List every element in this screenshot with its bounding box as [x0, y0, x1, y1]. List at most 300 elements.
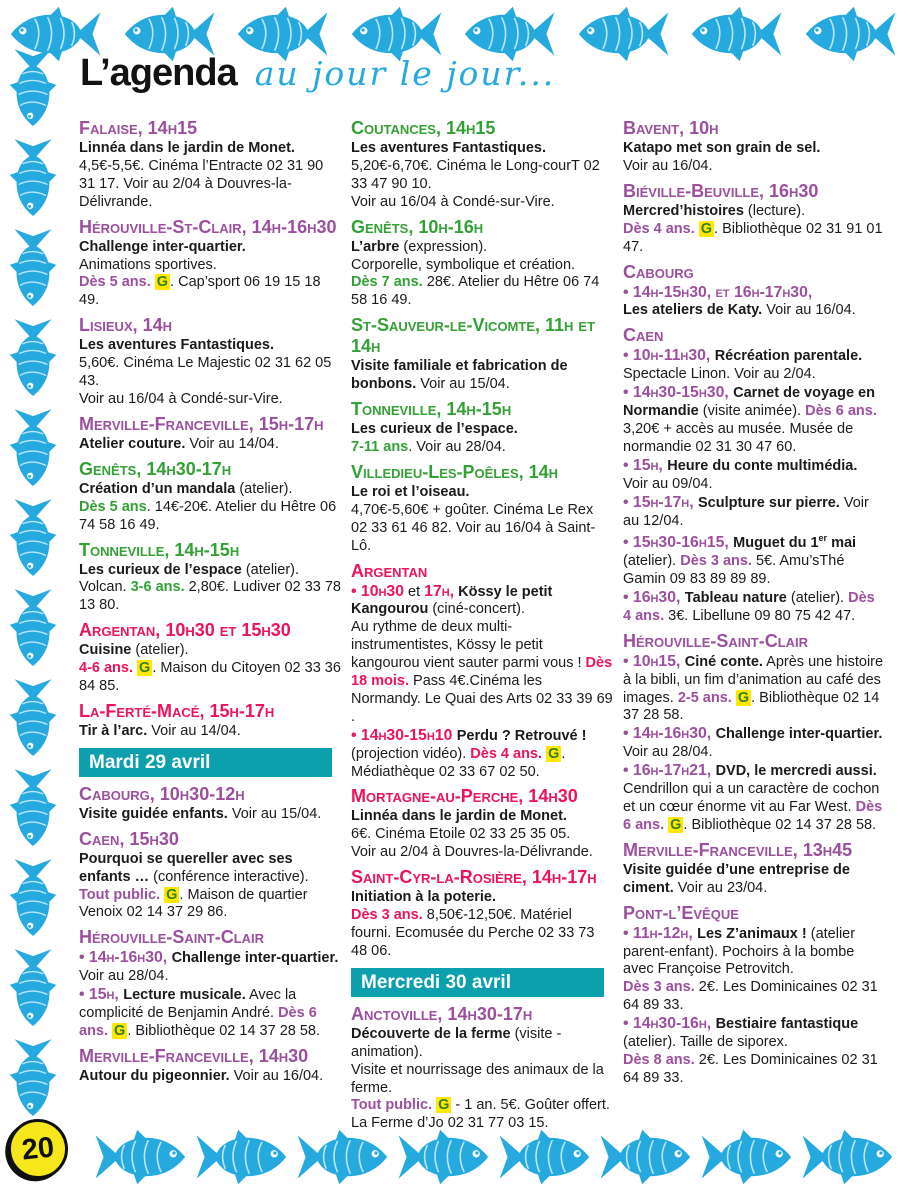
text-segment: (lecture).	[743, 202, 806, 219]
agenda-entry	[79, 701, 341, 741]
fish-icon	[698, 1129, 798, 1185]
agenda-entry	[623, 903, 885, 1088]
text-segment: - 1 an. 5€. Goûter offert. La Ferme d’Jo 02 31 77 03 15.	[351, 1097, 610, 1132]
entry-paragraph	[351, 239, 613, 257]
text-segment: Cendrillon qui a un caractère de cochon et un cœur énorme vit au Far West.	[623, 781, 880, 816]
text-segment: Tableau nature	[684, 589, 787, 606]
entry-paragraph	[623, 203, 885, 221]
agenda-entry	[623, 262, 885, 321]
fish-icon	[9, 1037, 57, 1121]
text-segment: Création d’un mandala	[79, 480, 236, 497]
text-segment: Dès 6 ans.	[623, 799, 883, 833]
entry-paragraph	[351, 1062, 613, 1098]
text-segment: • 10h-11h30,	[623, 347, 715, 365]
agenda-entry	[79, 620, 341, 696]
text-segment: Tir à l’arc.	[79, 722, 148, 739]
text-segment: 3€. Libellune 09 80 75 42 47.	[664, 607, 856, 624]
entry-heading: Merville-Franceville, 14h30	[79, 1045, 309, 1066]
text-segment: Cuisine	[79, 642, 132, 659]
gratuit-icon: G	[114, 1023, 126, 1039]
text-segment: . Bibliothèque 02 14 37 28 58.	[623, 689, 880, 724]
agenda-entry	[351, 118, 613, 212]
fish-icon	[92, 1129, 192, 1185]
text-segment: (atelier).	[131, 642, 189, 659]
text-segment: (ciné-concert).	[428, 601, 526, 618]
entry-heading: Cabourg	[623, 261, 694, 282]
entry-paragraph	[79, 140, 341, 158]
entry-heading: Argentan, 10h30 et 15h30	[79, 620, 291, 641]
text-segment: Voir au 14/04.	[147, 722, 241, 739]
entry-paragraph	[623, 1015, 885, 1052]
entry-heading: Lisieux, 14h	[79, 315, 173, 336]
agenda-entry	[623, 631, 885, 835]
agenda-entry	[623, 325, 885, 625]
text-segment: Dès 6 ans.	[805, 403, 877, 420]
entry-heading: Merville-Franceville, 13h45	[623, 839, 853, 860]
fish-icon	[799, 1129, 899, 1185]
entry-paragraph	[79, 257, 341, 275]
text-segment: 4-6 ans.	[79, 660, 138, 677]
text-segment: . Maison du Citoyen 02 33 36 84 85.	[79, 660, 341, 695]
page-number: 20	[20, 1130, 56, 1167]
entry-heading: Cabourg, 10h30-12h	[79, 783, 245, 804]
text-segment: Dès 5 ans.	[79, 274, 155, 291]
entry-paragraph	[79, 481, 341, 499]
text-segment: Voir au 16/04.	[762, 302, 856, 319]
text-segment: Les curieux de l’espace	[79, 561, 242, 578]
text-segment: • 14h30-16h,	[623, 1015, 716, 1033]
text-segment: (conférence interactive).	[149, 868, 309, 885]
text-segment: Tout public.	[351, 1097, 437, 1114]
entry-heading: Biéville-Beuville, 16h30	[623, 180, 819, 201]
entry-paragraph	[623, 862, 885, 898]
entry-heading: Coutances, 14h15	[351, 118, 496, 138]
entry-paragraph	[351, 194, 613, 212]
gratuit-icon: G	[166, 886, 178, 903]
text-segment: er	[818, 533, 828, 544]
text-segment: 4,5€-5,5€. Cinéma l’Entracte 02 31 90 31 17. Voir au 2/04 à Douvres-la-Délivrande.	[79, 157, 324, 210]
text-segment: • 14h30-15h10	[351, 726, 457, 744]
text-segment: (atelier parent-enfant). Pochoirs à la bombe avec Françoise Petrovitch.	[623, 925, 856, 978]
text-segment: (atelier).	[241, 561, 300, 578]
entry-paragraph	[79, 579, 341, 615]
text-segment: Dès 5 ans	[79, 498, 147, 515]
entry-heading: Caen, 15h30	[79, 828, 179, 849]
entry-paragraph	[623, 925, 885, 980]
text-segment: Perdu ? Retrouvé !	[456, 727, 587, 744]
entry-paragraph	[351, 907, 613, 961]
text-segment: Lecture musicale.	[123, 987, 246, 1004]
text-segment: • 14h-16h30,	[623, 725, 716, 743]
entry-heading: Mortagne-au-Perche, 14h30	[351, 786, 578, 807]
entry-paragraph	[79, 723, 341, 741]
entry-paragraph	[623, 384, 885, 457]
entry-heading: Merville-Franceville, 15h-17h	[79, 413, 324, 434]
text-segment: 17h,	[424, 582, 455, 600]
text-segment: Challenge inter-quartier.	[79, 238, 246, 255]
entry-heading: Falaise, 14h15	[79, 118, 198, 138]
entry-paragraph	[623, 158, 885, 176]
text-segment: Voir au 16/04 à Condé-sur-Vire.	[351, 193, 555, 210]
text-segment: Voir au 15/04.	[227, 805, 322, 822]
text-segment: Initiation à la poterie.	[351, 889, 497, 906]
entry-paragraph	[623, 725, 885, 762]
entry-heading: St-Sauveur-le-Vicomte, 11h et 14h	[351, 315, 596, 357]
fish-icon	[9, 47, 57, 131]
text-segment: (projection vidéo).	[351, 745, 471, 762]
entry-paragraph	[351, 439, 613, 457]
text-segment: 7-11 ans	[351, 438, 409, 455]
text-segment: 2€. Les Dominicaines 02 31 64 89 33.	[623, 1051, 878, 1086]
text-segment: Mercred’histoires	[623, 202, 744, 219]
text-segment: Bestiaire fantastique	[715, 1016, 859, 1033]
text-segment: Autour du pigeonnier.	[79, 1067, 230, 1084]
agenda-entry	[79, 217, 341, 311]
entry-paragraph	[79, 274, 341, 310]
entry-heading: Pont-l’Evêque	[623, 902, 739, 923]
text-segment: 6€. Cinéma Etoile 02 33 25 35 05.	[351, 826, 571, 843]
agenda-entry	[351, 462, 613, 556]
text-segment: 5€. Amu’sThé Gamin 09 83 89 89 89.	[623, 553, 845, 588]
entry-paragraph	[623, 140, 885, 158]
text-segment: . Bibliothèque 02 31 91 01 47.	[623, 220, 883, 255]
entry-paragraph	[351, 583, 613, 620]
agenda-column-2	[351, 116, 613, 1160]
gratuit-icon: G	[156, 274, 169, 291]
agenda-entry	[623, 181, 885, 257]
text-segment: Dès 4 ans.	[470, 745, 543, 762]
text-segment: (atelier).	[623, 553, 681, 570]
text-segment: 2€. Les Dominicaines 02 31 64 89 33.	[623, 979, 878, 1014]
text-segment: Découverte de la ferme	[351, 1025, 511, 1042]
entry-heading: La-Ferté-Macé, 15h-17h	[79, 700, 275, 721]
fish-icon	[9, 317, 57, 401]
text-segment: Voir au 16/04.	[623, 157, 713, 174]
agenda-entry	[351, 315, 613, 394]
text-segment: 28€. Atelier du Hêtre 06 74 58 16 49.	[351, 274, 600, 309]
entry-paragraph	[79, 391, 341, 409]
agenda-entry	[623, 118, 885, 176]
text-segment: Les aventures Fantastiques.	[79, 337, 275, 354]
text-segment: . Bibliothèque 02 14 37 28 58.	[127, 1023, 321, 1039]
text-segment: Visite guidée enfants.	[79, 805, 228, 822]
entry-paragraph	[351, 1026, 613, 1062]
entry-paragraph	[351, 844, 613, 862]
agenda-entry	[351, 399, 613, 457]
text-segment: Voir au 15/04.	[416, 376, 510, 393]
day-header: Mercredi 30 avril	[351, 968, 604, 997]
fish-icon	[799, 6, 899, 62]
entry-heading: Anctoville, 14h30-17h	[351, 1003, 533, 1024]
agenda-entry	[351, 561, 613, 782]
text-segment: (visite animée).	[698, 403, 806, 420]
fish-icon	[9, 677, 57, 761]
agenda-entry	[351, 1004, 613, 1133]
fish-icon	[9, 227, 57, 311]
entry-paragraph	[79, 436, 341, 454]
agenda-entry	[351, 786, 613, 862]
entry-paragraph	[351, 808, 613, 826]
text-segment: (atelier). Taille de siporex.	[623, 1034, 788, 1051]
text-segment: Les ateliers de Katy.	[623, 302, 763, 319]
text-segment: Animations sportives.	[79, 256, 217, 273]
text-segment: Atelier couture.	[79, 435, 186, 452]
text-segment: Spectacle Linon. Voir au 2/04.	[623, 366, 816, 383]
text-segment: Le roi et l’oiseau.	[351, 483, 470, 500]
text-segment: 5,60€. Cinéma Le Majestic 02 31 62 05 43.	[79, 355, 332, 390]
entry-heading: Tonneville, 14h-15h	[351, 399, 512, 420]
entry-paragraph	[623, 530, 885, 589]
entry-paragraph	[623, 979, 885, 1015]
text-segment: • 10h15,	[623, 652, 685, 670]
text-segment: . 14€-20€. Atelier du Hêtre 06 74 58 16 49.	[79, 498, 337, 533]
text-segment: Voir au 28/04.	[79, 968, 169, 985]
text-segment: Challenge inter-quartier.	[715, 726, 883, 743]
agenda-entry	[79, 315, 341, 409]
entry-paragraph	[351, 257, 613, 275]
entry-paragraph	[79, 337, 341, 355]
entry-paragraph	[623, 494, 885, 531]
entry-paragraph	[79, 642, 341, 660]
entry-heading: Hérouville-Saint-Clair	[623, 630, 809, 651]
bottom-fish-row	[88, 1129, 903, 1185]
entry-heading: Bavent, 10h	[623, 118, 719, 138]
entry-heading: Caen	[623, 325, 664, 346]
text-segment: Voir au 14/04.	[185, 435, 279, 452]
text-segment: Visite guidée d’une entreprise de ciment.	[623, 861, 850, 896]
text-segment: Voir au 16/04 à Condé-sur-Vire.	[79, 390, 283, 407]
entry-heading: Saint-Cyr-la-Rosière, 14h-17h	[351, 867, 597, 888]
text-segment: Dès 3 ans.	[680, 553, 752, 570]
text-segment: Avec la complicité de Benjamin André.	[79, 987, 297, 1022]
text-segment: Carnet de voyage en Normandie	[623, 385, 875, 420]
entry-heading: Genêts, 10h-16h	[351, 216, 484, 237]
entry-paragraph	[79, 1068, 341, 1086]
entry-paragraph	[623, 653, 885, 726]
entry-paragraph	[623, 302, 885, 320]
agenda-column-3	[623, 116, 885, 1160]
page-subtitle: au jour le jour...	[254, 54, 556, 93]
agenda-entry	[79, 540, 341, 616]
text-segment: Après une histoire à la bibli, un fim d’animation au café des images.	[623, 653, 884, 706]
entry-paragraph	[623, 762, 885, 835]
entry-paragraph	[351, 358, 613, 394]
text-segment: et	[404, 583, 425, 600]
day-header: Mardi 29 avril	[79, 748, 332, 777]
text-segment: • 15h-17h,	[623, 493, 698, 511]
entry-paragraph	[351, 889, 613, 907]
text-segment: • 15h,	[623, 456, 668, 474]
text-segment: Dès 4 ans.	[623, 589, 875, 624]
entry-paragraph	[79, 562, 341, 580]
fish-icon	[9, 137, 57, 221]
text-segment: Les aventures Fantastiques.	[351, 140, 547, 156]
entry-paragraph	[79, 355, 341, 391]
gratuit-icon: G	[670, 816, 682, 833]
text-segment: Tout public.	[79, 886, 165, 903]
page-title: L’agenda	[80, 52, 237, 94]
entry-paragraph	[351, 140, 613, 158]
text-segment: (expression).	[399, 238, 488, 255]
text-segment: Récréation parentale.	[714, 348, 863, 365]
entry-paragraph	[623, 347, 885, 384]
gratuit-icon: G	[548, 745, 560, 762]
text-segment: Dès 3 ans.	[623, 979, 695, 996]
text-segment: Dès 8 ans.	[623, 1051, 695, 1068]
gratuit-icon: G	[737, 689, 750, 706]
entry-paragraph	[351, 826, 613, 844]
gratuit-icon: G	[139, 660, 151, 677]
entry-heading: Argentan	[351, 560, 428, 581]
text-segment: Muguet du 1	[733, 535, 819, 552]
text-segment: Sculpture sur pierre.	[698, 494, 840, 511]
text-segment: Voir au 2/04 à Douvres-la-Délivrande.	[351, 844, 593, 861]
text-segment: Linnéa dans le jardin de Monet.	[79, 140, 295, 156]
text-segment: Dès 7 ans.	[351, 274, 423, 291]
agenda-column-1	[79, 116, 341, 1160]
text-segment: Visite familiale et fabrication de bonbons.	[351, 358, 568, 393]
text-segment: Voir au 28/04.	[623, 744, 713, 761]
agenda-entry	[79, 118, 341, 212]
agenda-entry	[351, 217, 613, 311]
text-segment: L’arbre	[351, 238, 400, 255]
text-segment: Visite et nourrissage des animaux de la ferme.	[351, 1061, 604, 1096]
fish-icon	[9, 767, 57, 851]
agenda-entry	[79, 829, 341, 923]
fish-icon	[685, 6, 785, 62]
agenda-columns	[79, 116, 885, 1160]
text-segment: Dès 18 mois.	[351, 655, 613, 690]
text-segment: Dès 4 ans.	[623, 220, 699, 237]
fish-icon	[9, 587, 57, 671]
entry-paragraph	[351, 1097, 613, 1133]
entry-paragraph	[79, 158, 341, 212]
text-segment: DVD, le mercredi aussi.	[715, 763, 877, 780]
text-segment: • 16h-17h21,	[623, 762, 716, 780]
gratuit-icon: G	[700, 220, 713, 237]
fish-icon	[9, 857, 57, 941]
text-segment: . Maison de quartier Venoix 02 14 37 29 86.	[79, 886, 308, 921]
entry-paragraph	[623, 1052, 885, 1088]
text-segment: Les curieux de l’espace.	[351, 421, 518, 438]
entry-paragraph	[79, 949, 341, 986]
text-segment: Voir au 12/04.	[623, 494, 869, 529]
text-segment: 3-6 ans.	[130, 579, 185, 596]
agenda-entry	[79, 784, 341, 824]
agenda-entry	[79, 414, 341, 454]
entry-paragraph	[79, 239, 341, 257]
left-fish-column	[2, 44, 64, 1134]
entry-paragraph	[351, 727, 613, 782]
entry-paragraph	[623, 457, 885, 494]
entry-paragraph	[79, 660, 341, 696]
text-segment: Katapo met son grain de sel.	[623, 140, 821, 156]
text-segment: • 11h-12h,	[623, 924, 698, 942]
text-segment: Pourquoi se quereller avec ses enfants …	[79, 850, 293, 885]
entry-heading: Hérouville-Saint-Clair	[79, 927, 265, 948]
fish-icon	[193, 1129, 293, 1185]
agenda-entry	[79, 1046, 341, 1086]
agenda-entry	[351, 867, 613, 961]
text-segment: Dès 6 ans.	[79, 1005, 317, 1039]
text-segment: 2-5 ans.	[677, 689, 736, 706]
text-segment: • 14h-15h30, et 16h-17h30,	[623, 283, 813, 301]
text-segment: Linnéa dans le jardin de Monet.	[351, 808, 567, 825]
text-segment: Dès 3 ans.	[351, 907, 423, 924]
entry-paragraph	[351, 421, 613, 439]
entry-heading: Tonneville, 14h-15h	[79, 539, 240, 560]
entry-paragraph	[623, 284, 885, 303]
text-segment: Corporelle, symbolique et création.	[351, 256, 576, 273]
text-segment: Au rythme de deux multi-instrumentistes, Kössy le petit kangourou vient sauter parmi vous !	[351, 619, 586, 672]
entry-paragraph	[351, 158, 613, 194]
text-segment: Voir au 09/04.	[623, 475, 713, 492]
gratuit-icon: G	[438, 1097, 450, 1114]
agenda-entry	[623, 840, 885, 898]
entry-paragraph	[351, 619, 613, 726]
entry-paragraph	[351, 274, 613, 310]
entry-paragraph	[79, 851, 341, 887]
text-segment: 5,20€-6,70€. Cinéma le Long-courT 02 33 47 90 10.	[351, 157, 600, 192]
fish-icon	[9, 947, 57, 1031]
entry-heading: Villedieu-Les-Poêles, 14h	[351, 461, 559, 482]
fish-icon	[294, 1129, 394, 1185]
text-segment: Pass 4€.Cinéma les Normandy. Le Quai des Arts 02 33 39 69 .	[351, 673, 613, 725]
text-segment: • 16h30,	[623, 588, 685, 606]
text-segment: 2,80€. Ludiver 02 33 78 13 80.	[79, 579, 341, 614]
fish-icon	[9, 407, 57, 491]
entry-paragraph	[623, 589, 885, 626]
text-segment: • 14h30-15h30,	[623, 384, 734, 402]
text-segment: . Voir au 28/04.	[408, 438, 506, 455]
text-segment: 8,50€-12,50€. Matériel fourni. Ecomusée du Perche 02 33 73 48 06.	[351, 907, 595, 959]
text-segment: 3,20€ + accès au musée. Musée de normandie 02 31 30 47 60.	[623, 420, 854, 455]
text-segment: (atelier).	[235, 480, 293, 497]
fish-icon	[597, 1129, 697, 1185]
entry-paragraph	[79, 806, 341, 824]
entry-paragraph	[79, 499, 341, 535]
fish-icon	[572, 6, 672, 62]
text-segment: (atelier).	[786, 589, 849, 606]
entry-paragraph	[623, 221, 885, 257]
text-segment: . Bibliothèque 02 14 37 28 58.	[683, 816, 877, 833]
text-segment: Voir au 23/04.	[673, 879, 768, 896]
entry-paragraph	[351, 502, 613, 556]
entry-paragraph	[79, 986, 341, 1041]
text-segment: Volcan.	[79, 579, 131, 596]
fish-icon	[395, 1129, 495, 1185]
text-segment: • 15h30-16h15,	[623, 534, 734, 552]
text-segment: (visite - animation).	[351, 1025, 562, 1060]
text-segment: • 10h30	[351, 582, 405, 600]
agenda-entry	[79, 927, 341, 1041]
text-segment: Challenge inter-quartier.	[171, 950, 339, 967]
text-segment: 4,70€-5,60€ + goûter. Cinéma Le Rex 02 33 61 46 82. Voir au 16/04 à Saint-Lô.	[351, 501, 596, 554]
text-segment: Ciné conte.	[684, 653, 763, 670]
text-segment: • 15h,	[79, 986, 124, 1004]
fish-icon	[9, 497, 57, 581]
entry-heading: Hérouville-St-Clair, 14h-16h30	[79, 216, 337, 237]
text-segment: . Cap’sport 06 19 15 18 49.	[79, 274, 321, 309]
fish-icon	[496, 1129, 596, 1185]
text-segment: Kössy le petit Kangourou	[351, 583, 553, 618]
text-segment: Les Z’animaux !	[697, 925, 807, 942]
entry-heading: Genêts, 14h30-17h	[79, 458, 232, 479]
entry-paragraph	[79, 887, 341, 923]
text-segment: . Médiathèque 02 33 67 02 50.	[351, 745, 566, 780]
text-segment: mai	[827, 535, 857, 552]
agenda-entry	[79, 459, 341, 535]
